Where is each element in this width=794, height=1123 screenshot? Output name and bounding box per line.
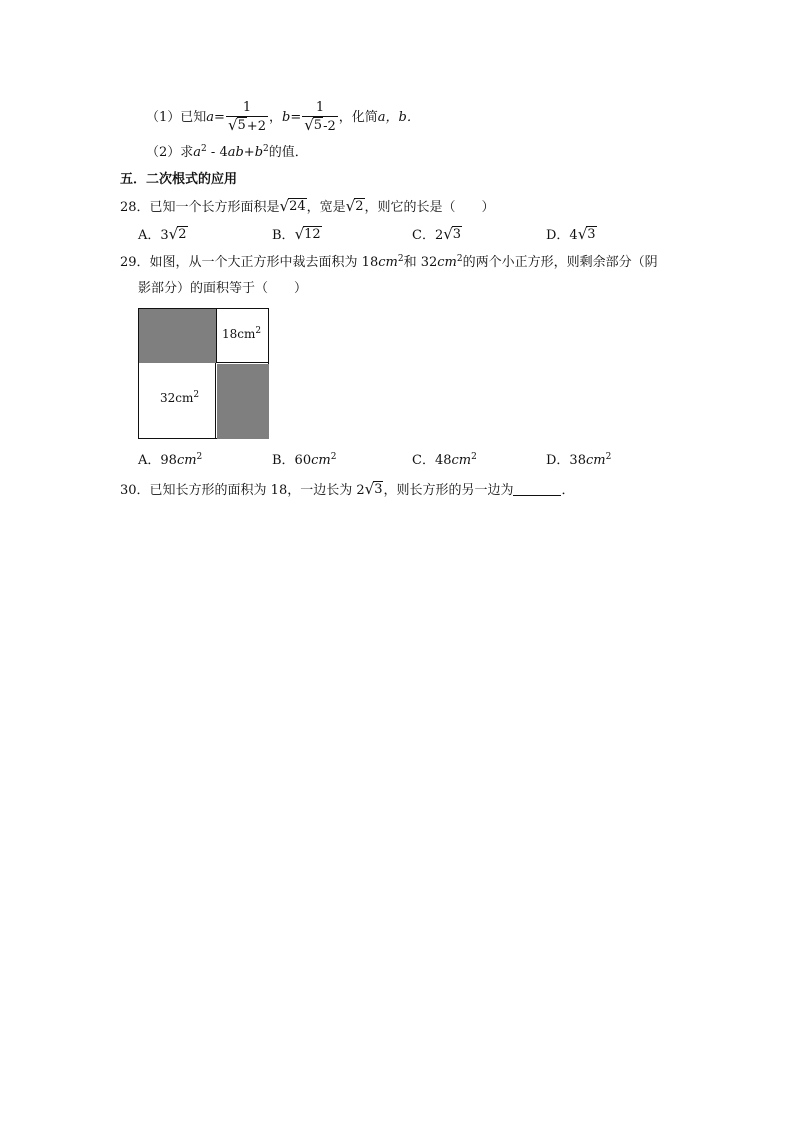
sqrt-radical: √ 3 — [577, 225, 596, 243]
superscript-2: 2 — [330, 452, 337, 462]
sqrt-radical: √ 12 — [294, 225, 321, 243]
option-label: B． — [272, 228, 295, 243]
unit-cm: cm — [311, 453, 331, 468]
q29-prefix: 29．如图，从一个大正方形中裁去面积为 18 — [120, 255, 379, 270]
q28-mid: ，宽是 — [306, 200, 346, 215]
answer-blank[interactable] — [513, 483, 561, 496]
sqrt-radical: √ 3 — [443, 225, 462, 243]
comma: ， — [268, 110, 282, 125]
shaded-region-bottom-right — [217, 364, 269, 439]
superscript-2: 2 — [255, 326, 262, 336]
q28-option-d[interactable] — [546, 226, 597, 245]
q29-option-d[interactable] — [546, 452, 611, 470]
fraction-numerator: 1 — [302, 100, 338, 117]
var-a: a — [206, 110, 215, 125]
expr-mid: - 4 — [206, 145, 228, 160]
q29-option-c[interactable] — [412, 452, 477, 470]
shaded-region-top-left — [139, 309, 216, 363]
small-square-label — [222, 327, 261, 341]
expr-plus: + — [243, 145, 255, 160]
fraction-denominator — [226, 117, 268, 135]
q27-part2-prefix: （2）求 — [146, 145, 194, 160]
sqrt-5: √ 5 — [227, 116, 246, 134]
unit-cm: cm — [176, 453, 197, 468]
q29-mid: 和 32 — [403, 255, 438, 270]
q28-option-b[interactable] — [272, 226, 322, 245]
sqrt-2: √ 2 — [345, 197, 364, 215]
plus-two: +2 — [246, 119, 266, 134]
superscript-2: 2 — [471, 452, 477, 462]
simplify-text: ，化简 — [338, 110, 378, 125]
equals-sign: = — [290, 110, 302, 125]
fraction-denominator — [302, 117, 338, 135]
superscript-2: 2 — [605, 452, 612, 462]
option-label: A．3 — [138, 228, 169, 243]
superscript-2: 2 — [263, 144, 269, 154]
expr-ab: ab — [227, 145, 244, 160]
q28-option-c[interactable] — [412, 226, 462, 245]
unit-cm: cm — [585, 453, 606, 468]
var-b: b — [281, 110, 291, 125]
q27-part2 — [146, 144, 308, 162]
minus-two: -2 — [323, 119, 336, 134]
option-label: B．60 — [272, 453, 312, 468]
q28-prefix: 28．已知一个长方形面积是 — [120, 200, 280, 215]
q29-option-b[interactable] — [272, 452, 336, 470]
label-text: 32cm — [160, 391, 194, 405]
fraction-b — [302, 100, 338, 135]
superscript-2: 2 — [397, 254, 404, 264]
superscript-2: 2 — [201, 144, 207, 154]
q30-suffix: ，则长方形的另一边为 — [383, 483, 514, 498]
section-heading: 五．二次根式的应用 — [120, 172, 238, 187]
option-label: C．48 — [412, 453, 452, 468]
option-label: C．2 — [412, 228, 444, 243]
q29-suffix: 的两个小正方形，则剩余部分（阴 — [462, 255, 658, 270]
squares-figure — [138, 308, 269, 439]
sqrt-24: √ 24 — [279, 197, 306, 215]
fraction-numerator: 1 — [226, 100, 268, 117]
sqrt-5: √ 5 — [304, 116, 323, 134]
expr-b: b — [254, 145, 264, 160]
q28-suffix: ，则它的长是（ ） — [364, 200, 495, 215]
label-text: 18cm — [222, 327, 256, 341]
superscript-2: 2 — [456, 254, 463, 264]
q28-option-a[interactable] — [138, 226, 188, 245]
q30-stem — [120, 481, 575, 500]
sqrt-radical: √ 2 — [168, 225, 187, 243]
large-square-label — [160, 391, 199, 405]
equals-sign: = — [214, 110, 225, 125]
sqrt-3: √ 3 — [364, 480, 383, 498]
q27-part1-prefix: （1）已知 — [146, 110, 207, 125]
q29-stem-line1 — [120, 254, 658, 272]
simplify-vars: a，b． — [377, 110, 420, 125]
q29-stem-line2: 影部分）的面积等于（ ） — [138, 281, 308, 296]
q30-prefix: 30．已知长方形的面积为 18，一边长为 2 — [120, 483, 365, 498]
option-label: A．98 — [138, 453, 177, 468]
superscript-2: 2 — [196, 452, 203, 462]
q29-option-a[interactable] — [138, 452, 202, 470]
option-label: D．38 — [546, 453, 586, 468]
option-label: D．4 — [546, 228, 578, 243]
superscript-2: 2 — [193, 390, 200, 400]
q27-part1 — [146, 100, 420, 135]
expr-a: a — [193, 145, 202, 160]
unit-cm: cm — [378, 255, 398, 270]
q28-stem — [120, 198, 495, 217]
small-square-18 — [216, 309, 269, 363]
q30-end: ． — [561, 483, 575, 498]
q27-part2-suffix: 的值． — [268, 145, 308, 160]
fraction-a — [226, 100, 268, 135]
large-square-32 — [139, 363, 216, 439]
unit-cm: cm — [451, 453, 472, 468]
unit-cm: cm — [437, 255, 457, 270]
